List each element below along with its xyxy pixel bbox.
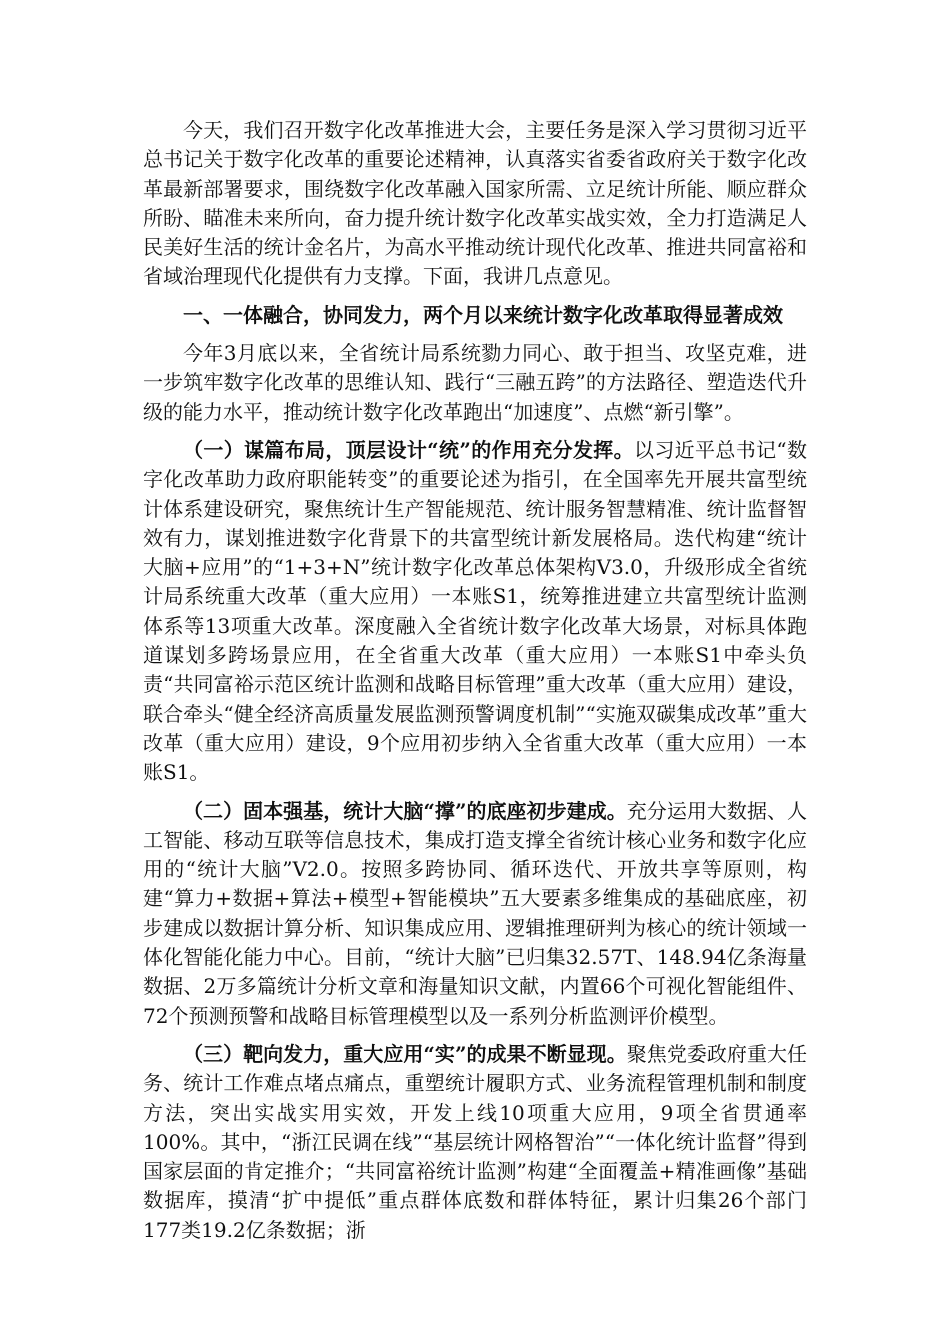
section-heading: 一、一体融合，协同发力，两个月以来统计数字化改革取得显著成效 — [183, 302, 783, 327]
intro-paragraph: 今天，我们召开数字化改革推进大会，主要任务是深入学习贯彻习近平总书记关于数字化改革的重要论述精神，认真落实省委省政府关于数字化改革最新部署要求，围绕数字化改革融入国家所需、立足统计所能、顺应群众所盼、瞄准未来所向，奋力提升统计数字化改革实战实效，全力打造满足人民美好生活的统计金名片，为高水平推动统计现代化改革、推进共同富裕和省域治理现代化提供有力支撑。下面，我讲几点意见。 — [143, 118, 807, 289]
subsection-paragraph-3 — [143, 1040, 807, 1245]
subsection-lead-1: （一）谋篇布局，顶层设计“统”的作用充分发挥。 — [183, 437, 634, 462]
subsection-lead-2: （二）固本强基，统计大脑“撑”的底座初步建成。 — [183, 798, 627, 823]
subsection-body-3: 聚焦党委政府重大任务、统计工作难点堵点痛点，重塑统计履职方式、业务流程管理机制和制度方法，突出实战实用实效，开发上线10项重大应用，9项全省贯通率100%。其中，“浙江民调在线”“基层统计网格智治”“一体化统计监督”得到国家层面的肯定推介；“共同富裕统计监测”构建“全面覆盖+精准画像”基础数据库，摸清“扩中提低”重点群体底数和群体特征，累计归集26个部门177类19.2亿条数据；浙 — [143, 1041, 808, 1242]
subsection-body-2: 充分运用大数据、人工智能、移动互联等信息技术，集成打造支撑全省统计核心业务和数字化应用的“统计大脑”V2.0。按照多跨协同、循环迭代、开放共享等原则，构建“算力+数据+算法+模型+智能模块”五大要素多维集成的基础底座，初步建成以数据计算分析、知识集成应用、逻辑推理研判为核心的统计领域一体化智能化能力中心。目前，“统计大脑”已归集32.57T、148.94亿条海量数据、2万多篇统计分析文章和海量知识文献，内置66个可视化智能组件、72个预测预警和战略目标管理模型以及一系列分析监测评价模型。 — [143, 798, 808, 1028]
subsection-body-1: 以习近平总书记“数字化改革助力政府职能转变”的重要论述为指引，在全国率先开展共富型统计体系建设研究，聚焦统计生产智能规范、统计服务智慧精准、统计监督智效有力，谋划推进数字化背景下的共富型统计新发展格局。迭代构建“统计大脑+应用”的“1+3+N”统计数字化改革总体架构V3.0，升级形成全省统计局系统重大改革（重大应用）一本账S1，统筹推进建立共富型统计监测体系等13项重大改革。深度融入全省统计数字化改革大场景，对标具体跑道谋划多跨场景应用，在全省重大改革（重大应用）一本账S1中牵头负责“共同富裕示范区统计监测和战略目标管理”重大改革（重大应用）建设，联合牵头“健全经济高质量发展监测预警调度机制”“实施双碳集成改革”重大改革（重大应用）建设，9个应用初步纳入全省重大改革（重大应用）一本账S1。 — [143, 437, 807, 785]
document-body — [143, 116, 807, 1254]
subsection-paragraph-1 — [143, 436, 807, 788]
section-intro-paragraph: 今年3月底以来，全省统计局系统勠力同心、敢于担当、攻坚克难，进一步筑牢数字化改革的思维认知、践行“三融五跨”的方法路径、塑造迭代升级的能力水平，推动统计数字化改革跑出“加速度”、点燃“新引擎”。 — [143, 341, 807, 424]
subsection-paragraph-2 — [143, 797, 807, 1031]
subsection-lead-3: （三）靶向发力，重大应用“实”的成果不断显现。 — [183, 1041, 627, 1066]
